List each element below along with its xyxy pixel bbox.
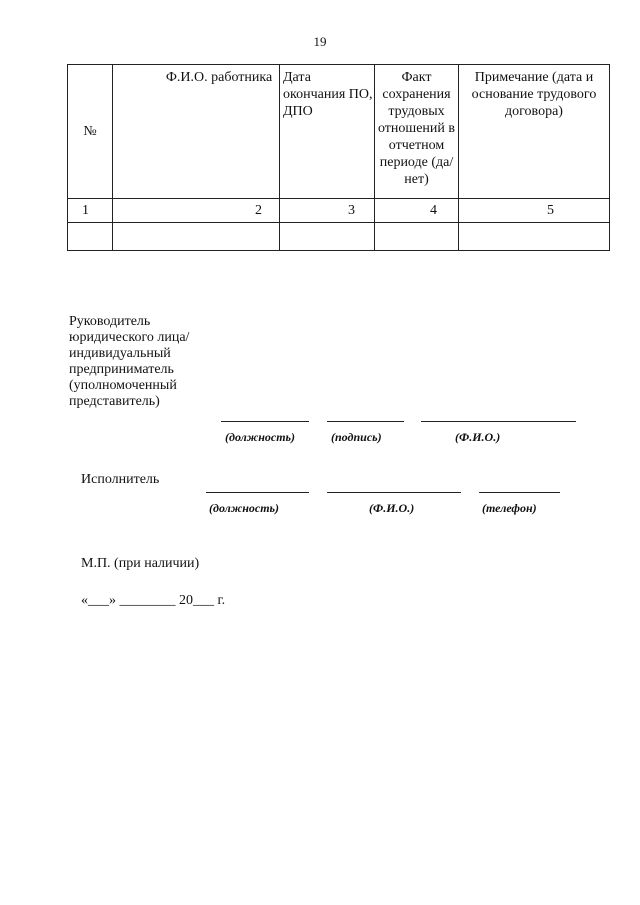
column-number: 5 xyxy=(459,199,610,223)
head-fio-line[interactable] xyxy=(421,421,576,422)
stamp-label: М.П. (при наличии) xyxy=(81,556,200,571)
column-number-row xyxy=(68,199,610,223)
table-cell[interactable] xyxy=(459,223,610,251)
header-number: № xyxy=(68,65,113,199)
table-row-empty xyxy=(68,223,610,251)
header-end-date: Дата окончания ПО, ДПО xyxy=(280,65,375,199)
header-note: Примечание (дата и основание трудового договора) xyxy=(459,65,610,199)
executor-position-line[interactable] xyxy=(206,492,309,493)
head-label: Руководитель юридического лица/ индивидуальный предприниматель (уполномоченный представитель) xyxy=(69,314,190,409)
table-cell[interactable] xyxy=(113,223,280,251)
executor-position-caption: (должность) xyxy=(209,501,280,515)
head-fio-caption: (Ф.И.О.) xyxy=(455,430,501,444)
table-cell[interactable] xyxy=(68,223,113,251)
column-number: 3 xyxy=(280,199,375,223)
executor-phone-caption: (телефон) xyxy=(482,501,537,515)
column-number: 2 xyxy=(113,199,280,223)
head-signature-line[interactable] xyxy=(327,421,404,422)
executor-fio-caption: (Ф.И.О.) xyxy=(369,501,415,515)
report-table xyxy=(67,64,610,251)
page-number: 19 xyxy=(313,34,327,49)
table-cell[interactable] xyxy=(375,223,459,251)
head-position-line[interactable] xyxy=(221,421,309,422)
header-fio-text: Ф.И.О. работника xyxy=(165,70,273,85)
column-number: 4 xyxy=(375,199,459,223)
table-cell[interactable] xyxy=(280,223,375,251)
head-signature-caption: (подпись) xyxy=(331,430,382,444)
executor-phone-line[interactable] xyxy=(479,492,560,493)
header-fio xyxy=(113,65,280,199)
column-number: 1 xyxy=(68,199,113,223)
executor-fio-line[interactable] xyxy=(327,492,461,493)
table-header-row xyxy=(68,65,610,199)
head-position-caption: (должность) xyxy=(225,430,296,444)
date-line[interactable]: «___» ________ 20___ г. xyxy=(81,593,226,608)
executor-label: Исполнитель xyxy=(81,472,160,487)
header-employment-fact: Факт сохранения трудовых отношений в отчетном периоде (да/нет) xyxy=(375,65,459,199)
